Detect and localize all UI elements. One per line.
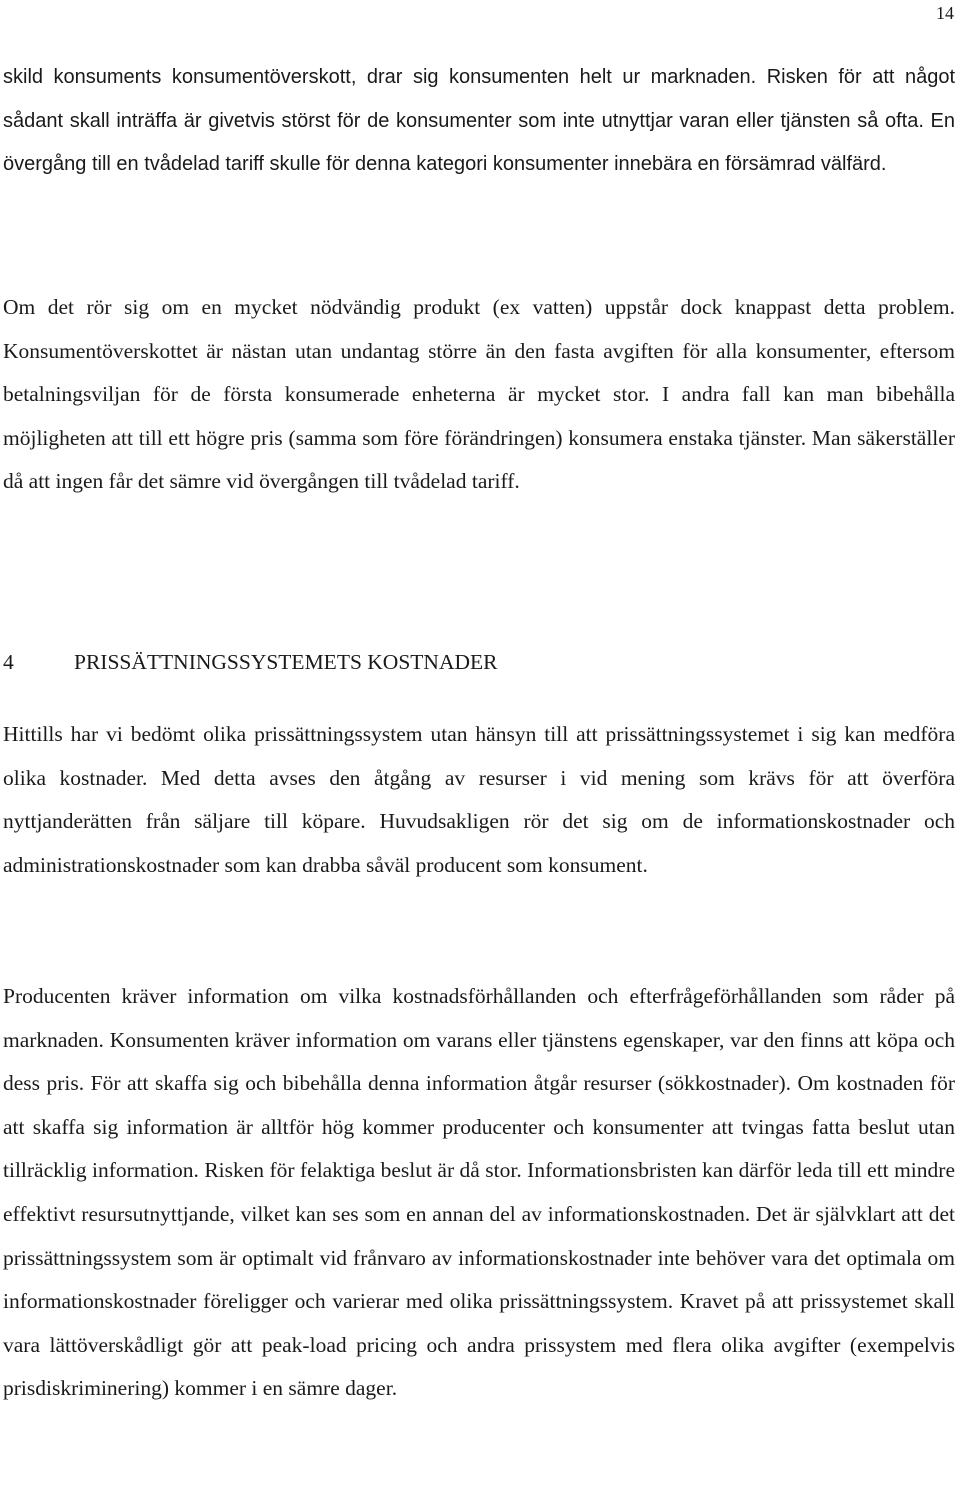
paragraph-necessary-product: Om det rör sig om en mycket nödvändig produkt (ex vatten) uppstår dock knappast detta problem. Konsumentöverskottet är nästan utan undantag större än den fasta avgiften för alla konsumenter, eftersom betalningsviljan för de första konsumerade enheterna är mycket stor. I andra fall kan man bibehålla möjligheten att till ett högre pris (samma som före förändringen) konsumera enstaka tjänster. Man säkerställer då att ingen får det sämre vid övergången till tvådelad tariff. [3, 295, 955, 494]
section-heading [3, 642, 497, 682]
page-number: 14 [936, 3, 954, 23]
section-title: PRISSÄTTNINGSSYSTEMETS KOSTNADER [74, 650, 498, 674]
paragraph-information-costs: Producenten kräver information om vilka kostnadsförhållanden och efterfrågeförhållanden som råder på marknaden. Konsumenten kräver information om varans eller tjänstens egenskaper, var den finns att köpa och dess pris. För att skaffa sig och bibehålla denna information åtgår resurser (sökkostnader). Om kostnaden för att skaffa sig information är alltför hög kommer producenter och konsumenter att tvingas fatta beslut utan tillräcklig information. Risken för felaktiga beslut är då stor. Informationsbristen kan därför leda till ett mindre effektivt resursutnyttjande, vilket kan ses som en annan del av informationskostnaden. Det är självklart att det prissättningssystem som är optimalt vid frånvaro av informationskostnader inte behöver vara det optimala om informationskostnader föreligger och varierar med olika prissättningssystem. Kravet på att prissystemet skall vara lättöverskådligt gör att peak-load pricing och andra prissystem med flera olika avgifter (exempelvis prisdiskriminering) kommer i en sämre dager. [3, 984, 955, 1401]
paragraph-intro-consumer-surplus: skild konsuments konsumentöverskott, drar sig konsumenten helt ur marknaden. Risken för att något sådant skall inträffa är givetvis störst för de konsumenter som inte utnyttjar varan eller tjänsten så ofta. En övergång till en tvådelad tariff skulle för denna kategori konsumenter innebära en försämrad välfärd. [3, 66, 955, 176]
section-number: 4 [3, 650, 14, 674]
paragraph-pricing-system-costs: Hittills har vi bedömt olika prissättningssystem utan hänsyn till att prissättningssystemet i sig kan medföra olika kostnader. Med detta avses den åtgång av resurser i vid mening som krävs för att överföra nyttjanderätten från säljare till köpare. Huvudsakligen rör det sig om de informationskostnader och administrationskostnader som kan drabba såväl producent som konsument. [3, 722, 955, 877]
